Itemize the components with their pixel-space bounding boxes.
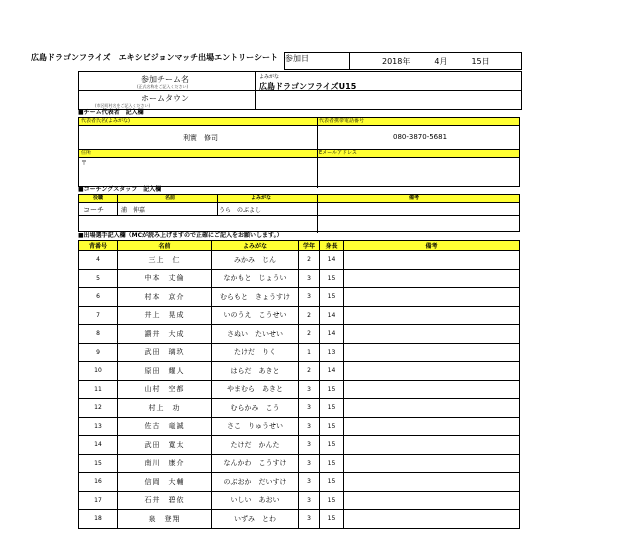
player-height: 14	[320, 325, 344, 344]
player-kana: はらだ あきと	[212, 362, 299, 381]
player-name: 村上 功	[118, 399, 212, 418]
divider	[217, 195, 218, 215]
date-year: 2018年	[382, 56, 411, 66]
address-header: 住所	[81, 150, 92, 156]
player-number: 13	[79, 417, 118, 436]
player-number: 4	[79, 251, 118, 270]
player-name: 南川 康介	[118, 454, 212, 473]
player-notes	[344, 306, 520, 325]
rep-phone-header: 代表者携帯電話番号	[319, 118, 365, 124]
player-row	[79, 343, 520, 362]
player-row	[79, 436, 520, 455]
player-notes	[344, 288, 520, 307]
rep-table	[78, 117, 520, 187]
email-header: Eメールアドレス	[319, 150, 357, 156]
player-notes	[344, 454, 520, 473]
player-row	[79, 454, 520, 473]
player-name: 讃井 大成	[118, 325, 212, 344]
player-kana: たけだ りく	[212, 343, 299, 362]
staff-section-title: ■コーチングスタッフ 記入欄	[78, 186, 162, 193]
player-height: 15	[320, 510, 344, 529]
player-height: 15	[320, 473, 344, 492]
player-kana: さこ りゅうせい	[212, 417, 299, 436]
address-value: 〒	[81, 160, 88, 167]
player-height: 15	[320, 454, 344, 473]
player-notes	[344, 436, 520, 455]
team-label-column	[79, 72, 256, 109]
player-number: 12	[79, 399, 118, 418]
player-height: 15	[320, 491, 344, 510]
player-height: 13	[320, 343, 344, 362]
team-name-label: 参加チーム名	[141, 75, 189, 84]
rep-phone-value: 080-3870-5681	[393, 133, 448, 141]
player-notes	[344, 362, 520, 381]
player-grade: 3	[299, 491, 320, 510]
staff-role-header: 役職	[93, 195, 104, 201]
player-number: 6	[79, 288, 118, 307]
player-notes	[344, 491, 520, 510]
player-number: 8	[79, 325, 118, 344]
player-notes	[344, 510, 520, 529]
player-notes	[344, 269, 520, 288]
player-grade: 2	[299, 325, 320, 344]
player-grade: 2	[299, 306, 320, 325]
player-name: 佐古 竜誠	[118, 417, 212, 436]
staff-table	[78, 194, 520, 232]
divider	[317, 195, 318, 233]
staff-role-value: コーチ	[83, 206, 104, 214]
player-number: 17	[79, 491, 118, 510]
col-notes: 備考	[344, 241, 520, 251]
date-box	[284, 52, 522, 70]
hometown-label: ホームタウン	[141, 94, 189, 103]
player-row	[79, 325, 520, 344]
player-kana: いしい あおい	[212, 491, 299, 510]
player-grade: 3	[299, 417, 320, 436]
col-kana: よみがな	[212, 241, 299, 251]
divider	[255, 90, 521, 91]
player-kana: なんかわ こうすけ	[212, 454, 299, 473]
player-row	[79, 491, 520, 510]
player-kana: やまむら あきと	[212, 380, 299, 399]
player-notes	[344, 343, 520, 362]
col-number: 背番号	[79, 241, 118, 251]
player-height: 14	[320, 306, 344, 325]
player-name: 武田 寛太	[118, 436, 212, 455]
player-height: 14	[320, 251, 344, 270]
staff-name-value: 浦 伸嘉	[121, 207, 146, 214]
player-name: 武田 璃玖	[118, 343, 212, 362]
team-name-note: (正式名称をご記入ください)	[137, 84, 189, 89]
player-number: 14	[79, 436, 118, 455]
player-name: 山村 空都	[118, 380, 212, 399]
rep-name-value: 利實 修司	[183, 134, 218, 142]
col-name: 名前	[118, 241, 212, 251]
player-name: 原田 耀人	[118, 362, 212, 381]
player-height: 15	[320, 417, 344, 436]
team-yomi-label: よみがな	[259, 74, 280, 80]
rep-header-bar	[79, 118, 519, 126]
player-height: 15	[320, 436, 344, 455]
player-notes	[344, 325, 520, 344]
player-grade: 3	[299, 436, 320, 455]
player-row	[79, 399, 520, 418]
divider	[317, 149, 318, 188]
staff-header-bar	[79, 195, 519, 203]
player-row	[79, 306, 520, 325]
player-height: 15	[320, 399, 344, 418]
player-notes	[344, 251, 520, 270]
player-number: 5	[79, 269, 118, 288]
divider	[79, 215, 519, 216]
document-title: 広島ドラゴンフライズ エキシビジョンマッチ出場エントリーシート	[31, 53, 278, 62]
player-number: 18	[79, 510, 118, 529]
player-grade: 2	[299, 251, 320, 270]
player-name: 石井 碧依	[118, 491, 212, 510]
player-kana: たけだ かんた	[212, 436, 299, 455]
player-kana: なかもと じょうい	[212, 269, 299, 288]
player-row	[79, 473, 520, 492]
date-month: 4月	[434, 56, 448, 66]
player-grade: 3	[299, 454, 320, 473]
player-grade: 2	[299, 362, 320, 381]
players-section-title: ■出場選手記入欄（MCが読み上げますので正確にご記入をお願いします。）	[78, 232, 283, 239]
player-grade: 3	[299, 510, 320, 529]
player-row	[79, 251, 520, 270]
player-kana: さぬい たいせい	[212, 325, 299, 344]
player-grade: 3	[299, 380, 320, 399]
player-row	[79, 380, 520, 399]
staff-name-header: 名前	[165, 195, 176, 201]
player-name: 村本 京介	[118, 288, 212, 307]
team-block	[78, 71, 522, 110]
col-height: 身長	[320, 241, 344, 251]
player-notes	[344, 417, 520, 436]
player-kana: みかみ じん	[212, 251, 299, 270]
player-height: 15	[320, 380, 344, 399]
player-row	[79, 510, 520, 529]
player-kana: いのうえ こうせい	[212, 306, 299, 325]
player-height: 15	[320, 269, 344, 288]
date-day: 15日	[471, 56, 490, 66]
player-name: 信岡 大輔	[118, 473, 212, 492]
player-kana: むらかみ こう	[212, 399, 299, 418]
player-kana: のぶおか だいすけ	[212, 473, 299, 492]
player-height: 15	[320, 288, 344, 307]
player-row	[79, 288, 520, 307]
player-kana: いずみ とわ	[212, 510, 299, 529]
players-header-row	[79, 241, 520, 251]
player-notes	[344, 380, 520, 399]
player-name: 中本 丈倫	[118, 269, 212, 288]
player-name: 三上 仁	[118, 251, 212, 270]
team-name-value: 広島ドラゴンフライズU15	[259, 82, 357, 91]
player-notes	[344, 399, 520, 418]
player-height: 14	[320, 362, 344, 381]
player-grade: 1	[299, 343, 320, 362]
player-kana: むらもと きょうすけ	[212, 288, 299, 307]
hometown-note: (市区町村名をご記入ください)	[95, 103, 151, 108]
col-grade: 学年	[299, 241, 320, 251]
player-number: 15	[79, 454, 118, 473]
player-number: 11	[79, 380, 118, 399]
player-number: 7	[79, 306, 118, 325]
staff-kana-value: うら のぶよし	[219, 207, 262, 214]
player-grade: 3	[299, 399, 320, 418]
player-row	[79, 417, 520, 436]
player-name: 泉 登翔	[118, 510, 212, 529]
player-grade: 3	[299, 269, 320, 288]
divider	[117, 195, 118, 215]
player-name: 井上 晃成	[118, 306, 212, 325]
rep-name-header: 代表者氏名(よみがな)	[81, 118, 130, 124]
player-number: 16	[79, 473, 118, 492]
player-grade: 3	[299, 473, 320, 492]
player-grade: 3	[299, 288, 320, 307]
player-notes	[344, 473, 520, 492]
player-row	[79, 269, 520, 288]
players-table	[78, 240, 520, 529]
rep-section-title: ■チーム代表者 記入欄	[78, 109, 144, 116]
staff-notes-header: 備考	[409, 195, 420, 201]
player-row	[79, 362, 520, 381]
staff-kana-header: よみがな	[251, 195, 272, 201]
address-header-bar	[79, 149, 519, 158]
player-number: 10	[79, 362, 118, 381]
player-number: 9	[79, 343, 118, 362]
date-label: 参加日	[285, 53, 350, 69]
header-row	[31, 52, 520, 70]
